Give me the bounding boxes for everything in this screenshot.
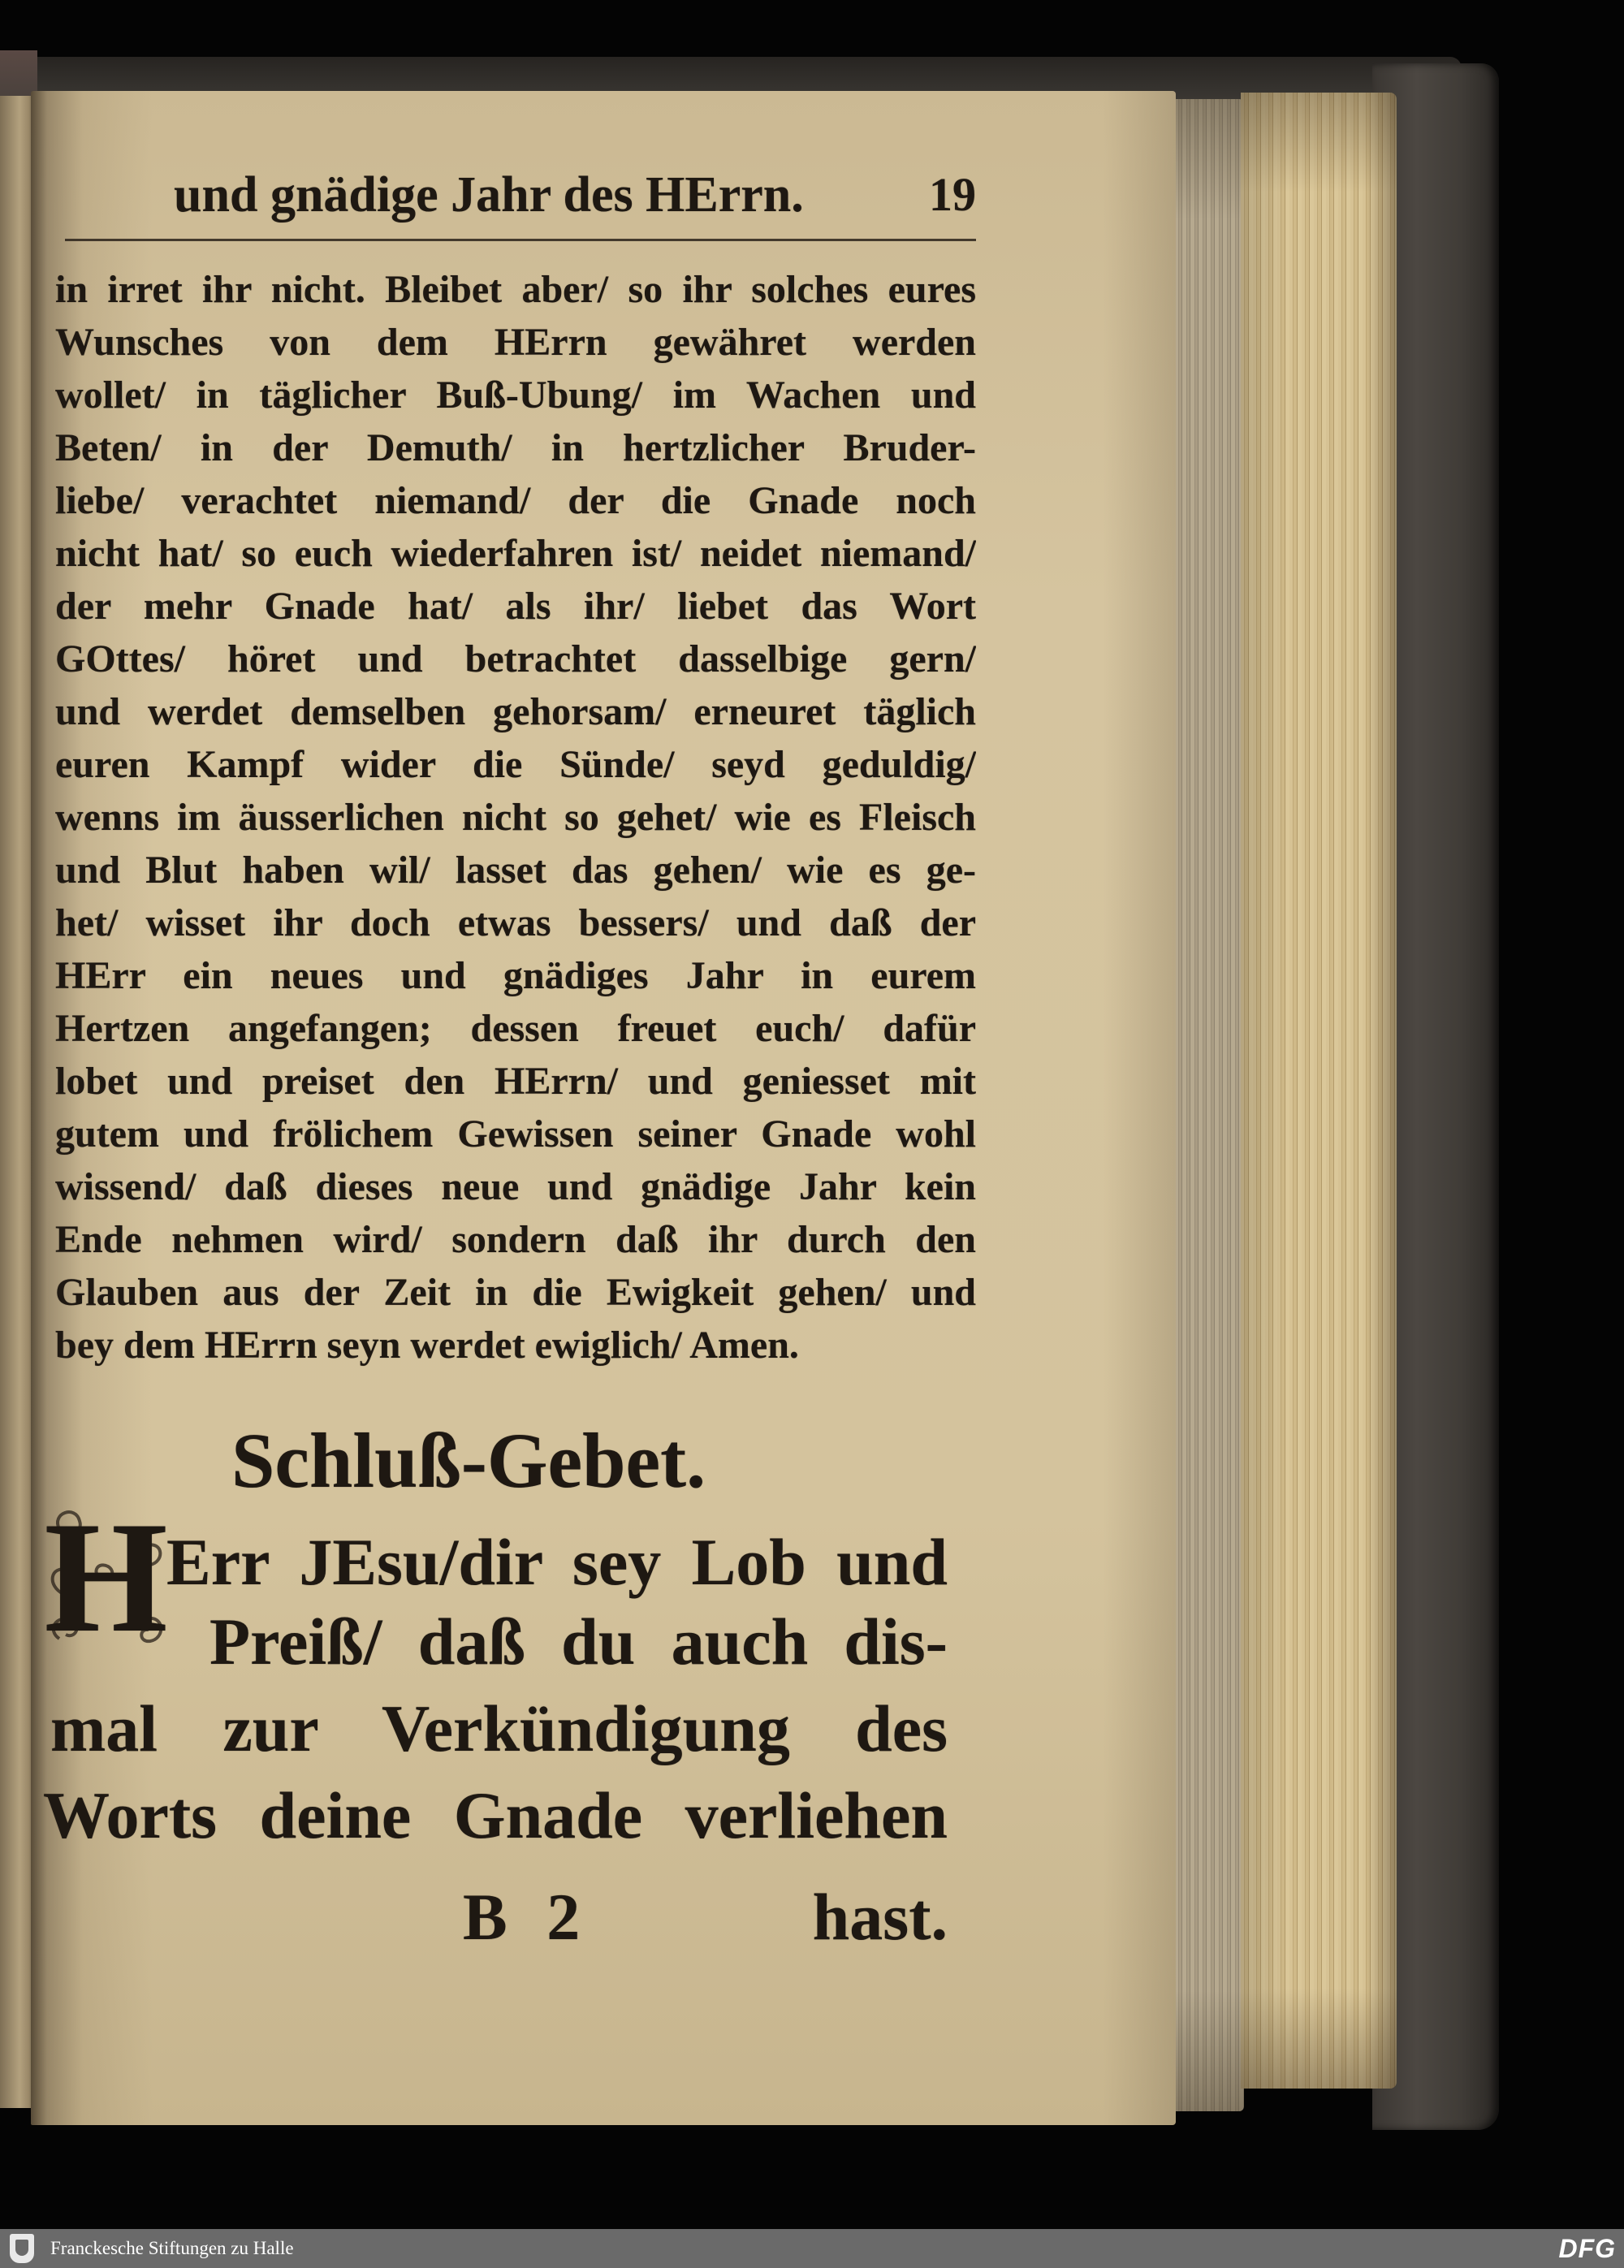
body-line: Hertzen angefangen; dessen freuet euch/ dafür (55, 1007, 976, 1050)
section-heading: Schluß-Gebet. (231, 1417, 706, 1504)
fore-edge-stack (1241, 93, 1397, 2089)
page-number: 19 (929, 168, 976, 221)
prayer-line: Err JEsu/dir sey Lob und (166, 1525, 948, 1599)
body-line: wollet/ in täglicher Buß-Ubung/ im Wachen und (55, 374, 976, 417)
body-line: nicht hat/ so euch wiederfahren ist/ neidet niemand/ (55, 532, 976, 575)
dfg-logo: DFG (1558, 2234, 1616, 2263)
institution-name: Franckesche Stiftungen zu Halle (50, 2238, 294, 2258)
body-line: bey dem HErrn seyn werdet ewiglich/ Amen. (55, 1324, 799, 1367)
body-line: HErr ein neues und gnädiges Jahr in eurem (55, 954, 976, 997)
body-line: in irret ihr nicht. Bleibet aber/ so ihr solches eures (55, 268, 976, 311)
book-page (31, 91, 1176, 2125)
running-head-row (55, 167, 976, 222)
body-line: Wunsches von dem HErrn gewähret werden (55, 321, 976, 364)
prayer-line: Preiß/ daß du auch dis- (209, 1605, 948, 1678)
body-line: liebe/ verachtet niemand/ der die Gnade noch (55, 479, 976, 522)
header-rule (65, 239, 976, 241)
body-line: gutem und frölichem Gewissen seiner Gnade wohl (55, 1112, 976, 1156)
signature-mark: B 2 (463, 1880, 581, 1954)
body-line: und Blut haben wil/ lasset das gehen/ wie es ge- (55, 849, 976, 892)
body-line: Beten/ in der Demuth/ in hertzlicher Bruder- (55, 426, 976, 469)
body-line: euren Kampf wider die Sünde/ seyd geduldig/ (55, 743, 976, 786)
drop-cap-letter: H (44, 1497, 168, 1659)
drop-cap-initial (43, 1497, 169, 1659)
prayer-line: Worts deine Gnade verliehen (43, 1778, 948, 1852)
running-head: und gnädige Jahr des HErrn. (174, 167, 804, 222)
body-line: der mehr Gnade hat/ als ihr/ liebet das Wort (55, 585, 976, 628)
footer-bar (0, 2229, 1624, 2268)
body-line: wenns im äusserlichen nicht so gehet/ wie es Fleisch (55, 796, 976, 839)
catchword: hast. (812, 1880, 948, 1954)
prayer-line: mal zur Verkündigung des (50, 1691, 948, 1765)
body-line: und werdet demselben gehorsam/ erneuret täglich (55, 690, 976, 733)
body-text (55, 263, 976, 1372)
body-line: Ende nehmen wird/ sondern daß ihr durch den (55, 1218, 976, 1261)
body-line: GOttes/ höret und betrachtet dasselbige gern/ (55, 637, 976, 680)
crest-icon (10, 2234, 34, 2263)
body-line: Glauben aus der Zeit in die Ewigkeit gehen/ und (55, 1271, 976, 1314)
body-line: lobet und preiset den HErrn/ und geniesset mit (55, 1060, 976, 1103)
body-line: wissend/ daß dieses neue und gnädige Jahr kein (55, 1165, 976, 1208)
body-line: het/ wisset ihr doch etwas bessers/ und daß der (55, 901, 976, 944)
